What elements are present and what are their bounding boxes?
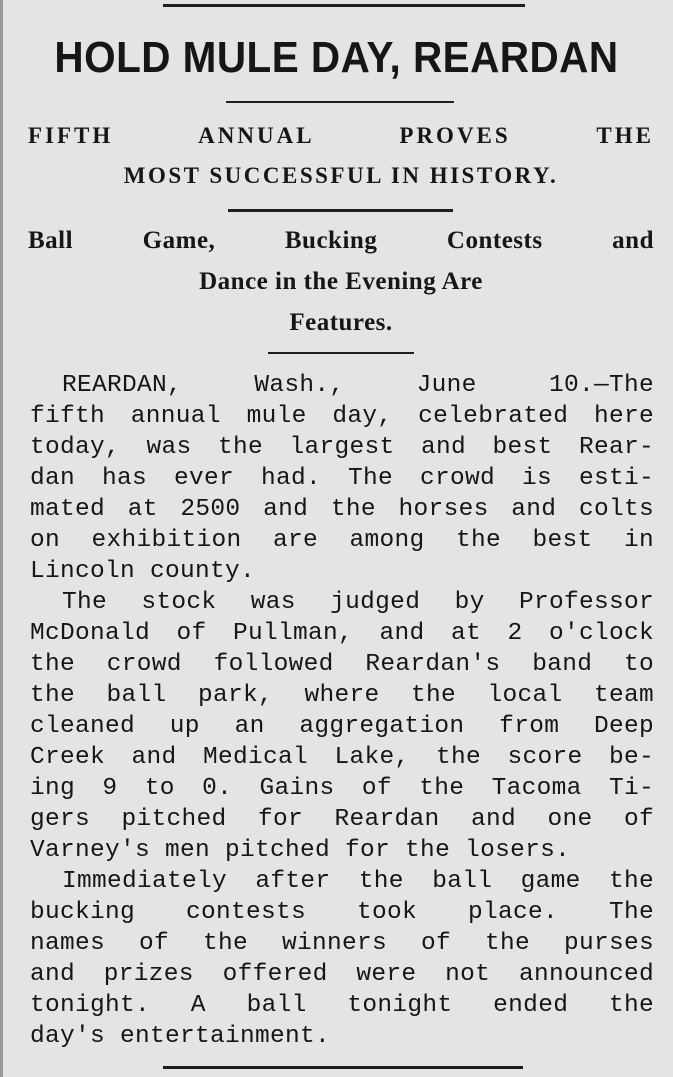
body-line: today, was the largest and best Rear- [30, 434, 654, 461]
body-line: day's entertainment. [30, 1023, 331, 1050]
headline-rule [226, 101, 454, 103]
paragraph-3 [30, 866, 654, 1052]
body-line: Immediately after the ball game the [62, 868, 654, 895]
body-line: the crowd followed Reardan's band to [30, 651, 654, 678]
body-line: McDonald of Pullman, and at 2 o'clock [30, 620, 654, 647]
body-line: REARDAN, Wash., June 10.—The [62, 372, 654, 399]
second-deck [28, 220, 654, 343]
body-line: The stock was judged by Professor [62, 589, 654, 616]
body-line: Creek and Medical Lake, the score be- [30, 744, 654, 771]
first-deck-line-2: MOST SUCCESSFUL IN HISTORY. [123, 163, 559, 188]
paragraph-1 [30, 370, 654, 587]
second-deck-line-2: Dance in the Evening Are [199, 268, 483, 295]
body-line: tonight. A ball tonight ended the [30, 992, 654, 1019]
body-line: Lincoln county. [30, 558, 256, 585]
body-line: cleaned up an aggregation from Deep [30, 713, 654, 740]
clipping-left-edge [0, 0, 3, 1077]
body-line: bucking contests took place. The [30, 899, 654, 926]
first-deck-line-1: FIFTH ANNUAL PROVES THE [28, 123, 654, 148]
article-body [30, 370, 654, 1052]
top-rule [163, 4, 525, 7]
second-deck-line-1: Ball Game, Bucking Contests and [28, 227, 654, 254]
first-deck [28, 116, 654, 196]
body-line: mated at 2500 and the horses and colts [30, 496, 654, 523]
body-line: on exhibition are among the best in [30, 527, 654, 554]
body-line: Varney's men pitched for the losers. [30, 837, 571, 864]
body-line: fifth annual mule day, celebrated here [30, 403, 654, 430]
headline: HOLD MULE DAY, REARDAN [54, 33, 619, 82]
body-line: dan has ever had. The crowd is esti- [30, 465, 654, 492]
body-line: ing 9 to 0. Gains of the Tacoma Ti- [30, 775, 654, 802]
second-deck-line-3: Features. [289, 309, 393, 336]
paragraph-2 [30, 587, 654, 866]
bottom-rule [163, 1066, 523, 1069]
body-line: and prizes offered were not announced [30, 961, 654, 988]
body-line: names of the winners of the purses [30, 930, 654, 957]
body-rule [268, 352, 414, 354]
body-line: the ball park, where the local team [30, 682, 654, 709]
body-line: gers pitched for Reardan and one of [30, 806, 654, 833]
deck-rule [228, 209, 453, 212]
